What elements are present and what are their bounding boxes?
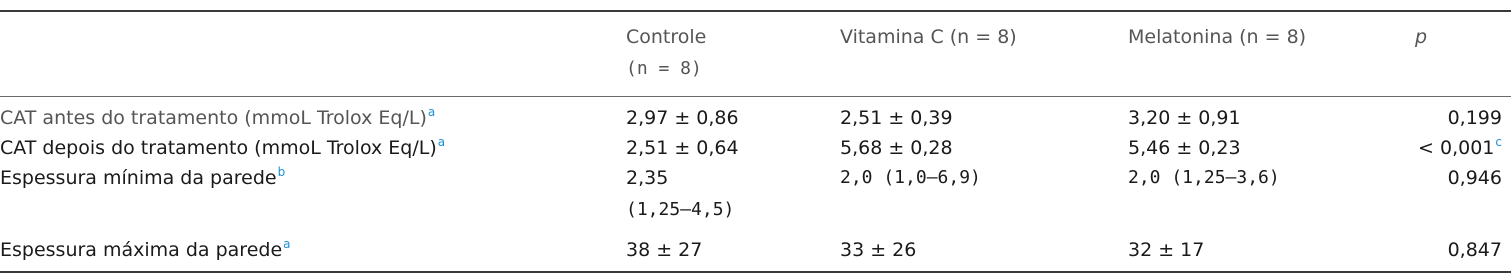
row-label-text: Espessura máxima da parede bbox=[0, 239, 283, 261]
row-espessura-maxima-p bbox=[1352, 235, 1502, 265]
row-espessura-minima-vitamina: 2,0 (1,0–6,9) bbox=[840, 167, 981, 188]
header-vitamina-c: Vitamina C (n = 8) bbox=[840, 26, 1017, 48]
row-cat-antes-controle: 2,97 ± 0,86 bbox=[626, 107, 739, 129]
row-espessura-minima-p bbox=[1352, 163, 1502, 193]
table-top-rule bbox=[0, 10, 1511, 12]
row-label-text: CAT antes do tratamento (mmoL Trolox Eq/L) bbox=[0, 107, 427, 129]
table-bottom-rule bbox=[0, 271, 1511, 273]
row-cat-antes-p bbox=[1352, 103, 1502, 133]
footnote-marker: b bbox=[277, 165, 286, 179]
row-cat-antes-label bbox=[0, 103, 435, 135]
header-controle: Controle bbox=[626, 26, 707, 48]
row-espessura-minima-melatonina: 2,0 (1,25–3,6) bbox=[1128, 167, 1280, 188]
p-value-text: 0,847 bbox=[1447, 239, 1502, 261]
row-cat-depois-p bbox=[1352, 133, 1502, 165]
header-controle-n: (n = 8) bbox=[626, 58, 702, 79]
footnote-marker: c bbox=[1495, 135, 1502, 149]
p-value-text: 0,946 bbox=[1447, 167, 1502, 189]
header-p: p bbox=[1415, 26, 1428, 48]
table-header-rule bbox=[0, 96, 1511, 97]
row-espessura-maxima-vitamina: 33 ± 26 bbox=[840, 239, 917, 261]
row-cat-depois-label bbox=[0, 133, 445, 165]
row-cat-antes-vitamina: 2,51 ± 0,39 bbox=[840, 107, 953, 129]
row-cat-depois-controle: 2,51 ± 0,64 bbox=[626, 137, 739, 159]
row-espessura-minima-label bbox=[0, 163, 285, 195]
row-cat-depois-vitamina: 5,68 ± 0,28 bbox=[840, 137, 953, 159]
row-espessura-maxima-controle: 38 ± 27 bbox=[626, 239, 703, 261]
p-value-text: 0,199 bbox=[1447, 107, 1502, 129]
row-espessura-maxima-label bbox=[0, 235, 291, 267]
footnote-marker: a bbox=[437, 135, 446, 149]
row-label-text: Espessura mínima da parede bbox=[0, 167, 277, 189]
row-cat-depois-melatonina: 5,46 ± 0,23 bbox=[1128, 137, 1241, 159]
footnote-marker: a bbox=[427, 105, 436, 119]
row-cat-antes-melatonina: 3,20 ± 0,91 bbox=[1128, 107, 1241, 129]
row-label-text: CAT depois do tratamento (mmoL Trolox Eq/L) bbox=[0, 137, 437, 159]
row-espessura-maxima-melatonina: 32 ± 17 bbox=[1128, 239, 1205, 261]
p-value-text: < 0,001 bbox=[1418, 137, 1495, 159]
row-espessura-minima-controle-range: (1,25–4,5) bbox=[626, 199, 735, 220]
header-melatonina: Melatonina (n = 8) bbox=[1128, 26, 1307, 48]
footnote-marker: a bbox=[283, 237, 291, 251]
row-espessura-minima-controle: 2,35 bbox=[626, 167, 669, 189]
